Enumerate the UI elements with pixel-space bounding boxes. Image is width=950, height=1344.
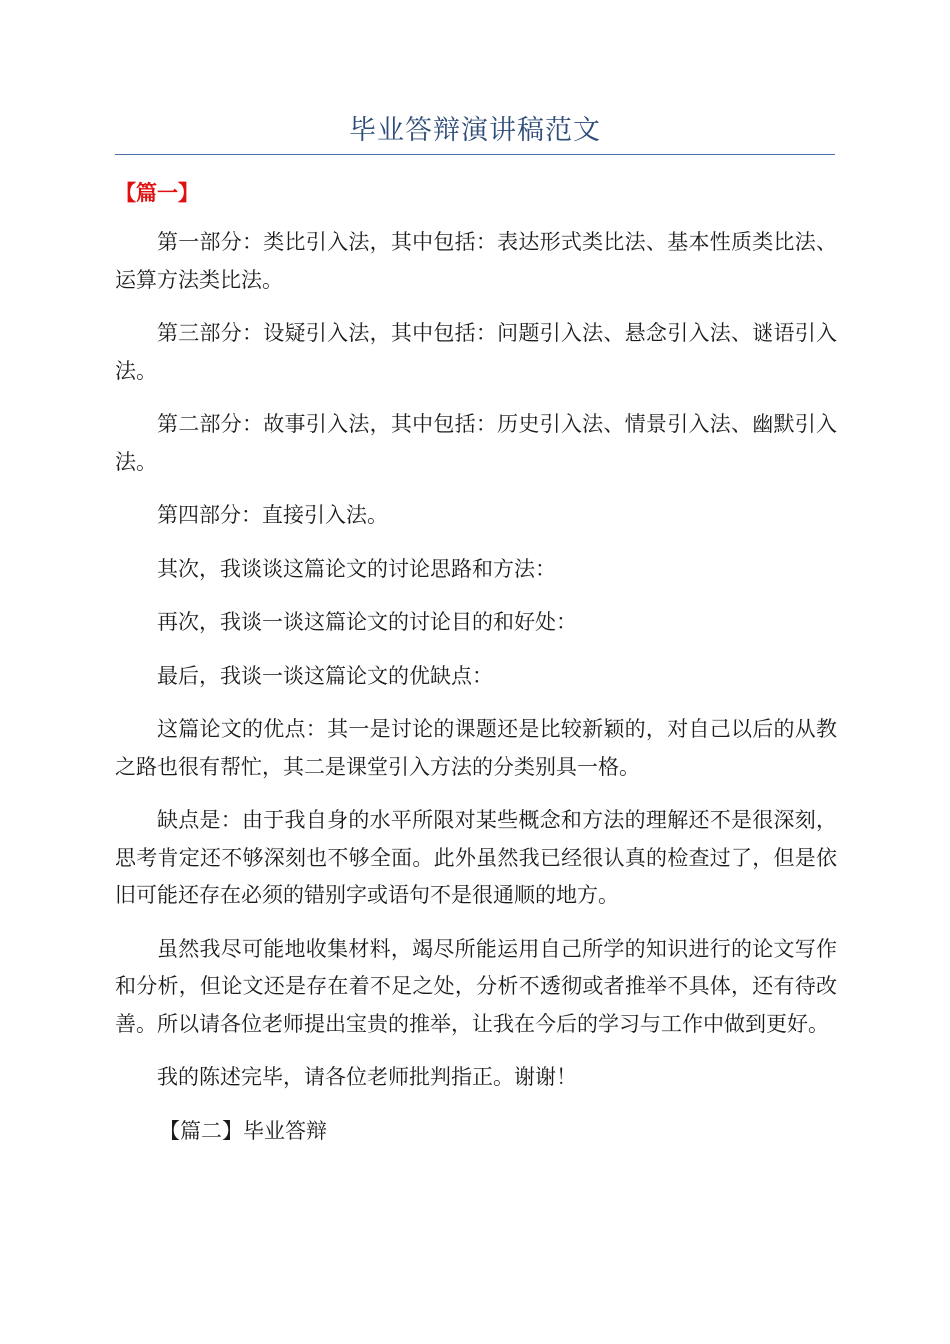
paragraph: 最后，我谈一谈这篇论文的优缺点： [157, 663, 493, 688]
paragraph: 第三部分：设疑引入法，其中包括：问题引入法、悬念引入法、谜语引入法。 [115, 321, 837, 383]
paragraph: 第二部分：故事引入法，其中包括：历史引入法、情景引入法、幽默引入法。 [115, 412, 837, 474]
paragraph: 虽然我尽可能地收集材料，竭尽所能运用自己所学的知识进行的论文写作和分析，但论文还是存在着不足之处，分析不透彻或者推举不具体，还有待改善。所以请各位老师提出宝贵的推举，让我在今后的学习与工作中做到更好。 [115, 936, 837, 1036]
document-title: 毕业答辩演讲稿范文 [349, 115, 601, 146]
section-one-heading: 【篇一】 [115, 181, 199, 205]
paragraph: 再次，我谈一谈这篇论文的讨论目的和好处： [157, 610, 577, 634]
paragraph: 我的陈述完毕，请各位老师批判指正。谢谢！ [157, 1065, 577, 1089]
paragraph: 第四部分：直接引入法。 [157, 503, 388, 527]
section-two-heading: 【篇二】毕业答辩 [159, 1118, 327, 1143]
paragraph: 其次，我谈谈这篇论文的讨论思路和方法： [157, 556, 556, 581]
paragraph: 第一部分：类比引入法，其中包括：表达形式类比法、基本性质类比法、运算方法类比法。 [115, 230, 837, 292]
document-body [115, 224, 837, 1166]
title-underline [115, 154, 835, 155]
paragraph: 缺点是：由于我自身的水平所限对某些概念和方法的理解还不是很深刻，思考肯定还不够深刻也不够全面。此外虽然我已经很认真的检查过了，但是依旧可能还存在必须的错别字或语句不是很通顺的地方。 [115, 808, 837, 907]
paragraph: 这篇论文的优点：其一是讨论的课题还是比较新颖的，对自己以后的从教之路也很有帮忙，其二是课堂引入方法的分类别具一格。 [115, 717, 837, 779]
